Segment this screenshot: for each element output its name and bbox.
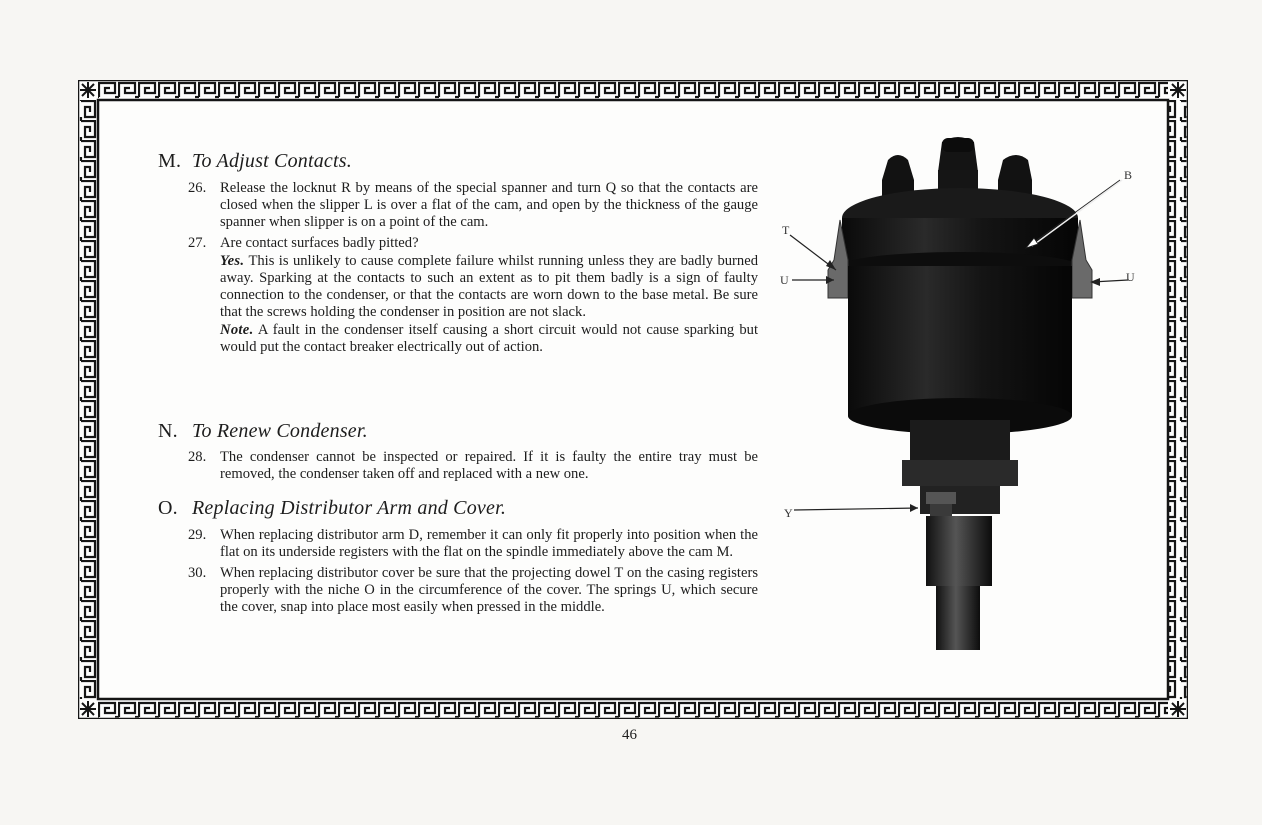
item-text: Are contact surfaces badly pitted?	[220, 235, 419, 251]
list-item	[158, 180, 758, 231]
item-number: 28.	[188, 449, 207, 465]
section-heading	[158, 420, 758, 443]
section-o	[158, 497, 758, 616]
section-m	[158, 150, 758, 356]
yes-label: Yes.	[220, 253, 245, 269]
yes-paragraph	[220, 253, 758, 321]
label-t: T	[782, 223, 790, 237]
terminal-cap	[942, 138, 974, 152]
section-title: To Adjust Contacts.	[192, 150, 352, 172]
section-heading	[158, 150, 758, 173]
section-n	[158, 420, 758, 483]
clamp-band	[902, 460, 1018, 486]
note-paragraph	[220, 322, 758, 356]
item-number: 27.	[188, 235, 207, 251]
item-text: When replacing distributor cover be sure that the projecting dowel T on the casing registers properly with the niche O in the circumference of the cover. The springs U, which secure the cover, snap into place most easily when pressed in the middle.	[220, 565, 758, 615]
distributor-illustration	[770, 120, 1150, 680]
page-number: 46	[622, 727, 637, 743]
note-text: A fault in the condenser itself causing a short circuit would not cause sparking but would put the contact breaker electrically out of action.	[220, 322, 759, 355]
list-item	[158, 527, 758, 561]
note-label: Note.	[220, 322, 254, 338]
list-item	[158, 235, 758, 356]
item-number: 30.	[188, 565, 207, 581]
item-text: Release the locknut R by means of the special spanner and turn Q so that the contacts are closed when the slipper L is over a flat of the cam, and open by the thickness of the gauge spanner when slipper is on a point of the cam.	[220, 180, 758, 230]
yes-text: This is unlikely to cause complete failure whilst running unless they are badly burned away. Sparking at the contacts to such an extent as to pit them badly is a sign of faulty connection to the condenser, or that the contacts are worn down to the base metal. Be sure that the screws holding the condenser in position are not slack.	[220, 253, 758, 320]
label-b: B	[1124, 168, 1133, 182]
section-letter: M.	[158, 150, 182, 172]
item-number: 26.	[188, 180, 207, 196]
label-u-right: U	[1126, 270, 1135, 284]
label-y: Y	[784, 506, 793, 520]
section-title: Replacing Distributor Arm and Cover.	[192, 497, 507, 519]
terminal-tower	[882, 155, 914, 180]
section-letter: N.	[158, 420, 178, 442]
item-text: When replacing distributor arm D, remember it can only fit properly into position when the flat on its underside registers with the flat on the spindle immediately above the cam M.	[220, 527, 758, 560]
distributor-figure	[770, 120, 1150, 680]
terminal-tower	[998, 155, 1032, 180]
drive-shaft	[926, 516, 992, 586]
section-heading	[158, 497, 758, 520]
section-letter: O.	[158, 497, 178, 519]
item-number: 29.	[188, 527, 207, 543]
distributor-body	[848, 266, 1072, 416]
label-u-left: U	[780, 273, 789, 287]
item-text: The condenser cannot be inspected or repaired. If it is faulty the entire tray must be removed, the condenser taken off and replaced with a new one.	[220, 449, 758, 482]
section-title: To Renew Condenser.	[192, 420, 368, 442]
list-item	[158, 565, 758, 616]
list-item	[158, 449, 758, 483]
